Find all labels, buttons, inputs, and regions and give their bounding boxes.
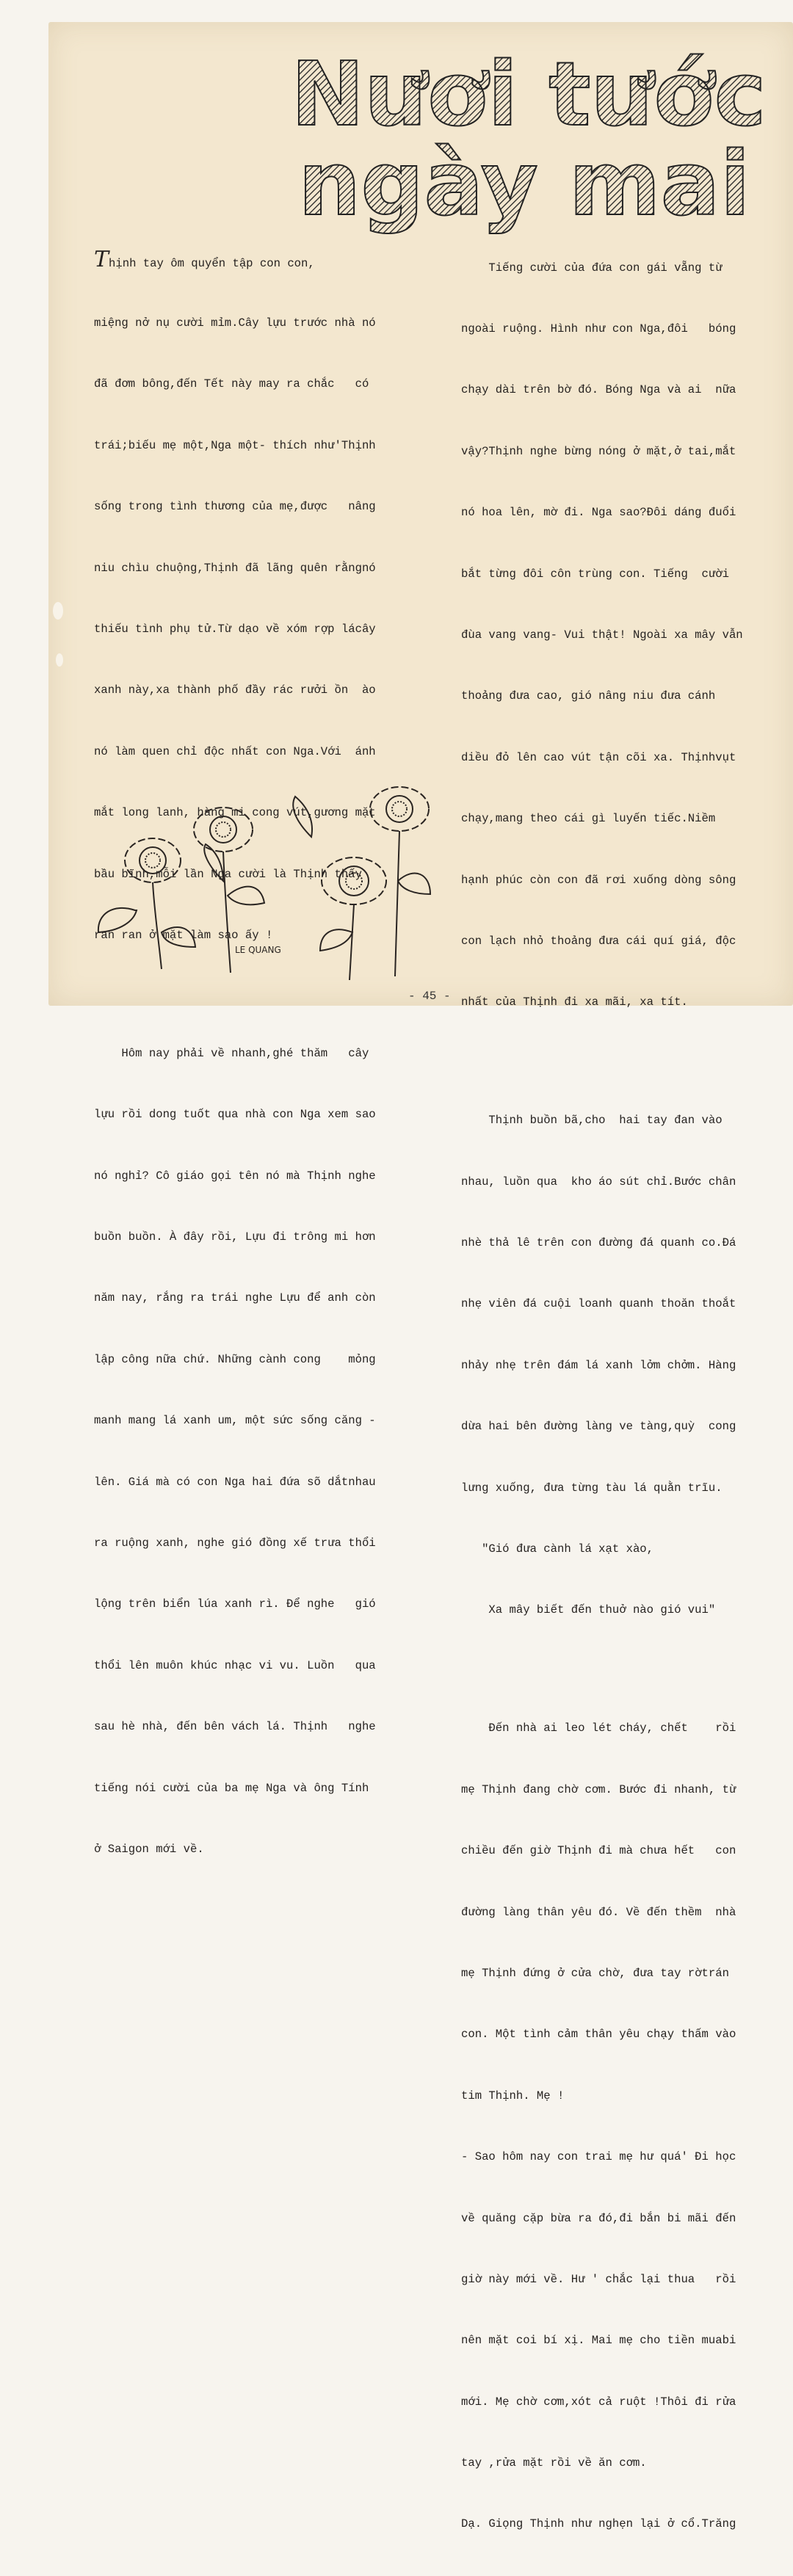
text-line: vậy?Thịnh nghe bừng nóng ở mặt,ở tai,mắt [461, 444, 736, 458]
sunflower-icon [98, 838, 195, 969]
first-line-text: hịnh tay ôm quyển tập con con, [109, 256, 315, 270]
text-line: Hôm nay phải về nhanh,ghé thăm cây [94, 1046, 369, 1060]
text-line: mắt long lanh, hàng mi cong vút,gương mặt [94, 806, 376, 820]
text-line: mẹ Thịnh đang chờ cơm. Bước đi nhanh, từ [461, 1782, 736, 1796]
text-line: chạy dài trên bờ đó. Bóng Nga và ai nữa [461, 383, 736, 397]
title-line-2: ngày mai [298, 134, 750, 236]
text-line: nó làm quen chỉ độc nhất con Nga.Với ánh [94, 744, 376, 758]
text-line: chiều đến giờ Thịnh đi mà chưa hết con [461, 1844, 736, 1858]
artist-signature: LE QUANG [235, 945, 281, 955]
right-column [461, 217, 793, 2576]
text-line: ở Saigon mới về. [94, 1842, 204, 1856]
text-line: niu chìu chuộng,Thịnh đã lãng quên rằngnó [94, 561, 376, 575]
text-line: lựu rồi dong tuốt qua nhà con Nga xem sao [94, 1108, 376, 1122]
text-line: sống trong tình thương của mẹ,được nâng [94, 500, 376, 514]
text-line: nhè thả lê trên con đường đá quanh co.Đá [461, 1236, 736, 1250]
text-line: con lạch nhỏ thoảng đưa cái quí giá, độc [461, 934, 736, 948]
text-line: diều đỏ lên cao vút tận cõi xa. Thịnhvụt [461, 750, 736, 764]
sunflowers-drawing-icon [91, 763, 436, 984]
text-line: Đến nhà ai leo lét cháy, chết rồi [461, 1721, 736, 1735]
text-line: buồn buồn. À đây rồi, Lựu đi trông mi hơn [94, 1230, 376, 1244]
text-line: nhẹ viên đá cuội loanh quanh thoăn thoắt [461, 1297, 736, 1311]
text-line: con. Một tình cảm thân yêu chạy thấm vào [461, 2028, 736, 2042]
title-lettering [269, 29, 783, 236]
text-line: đã đơm bông,đến Tết này may ra chắc có [94, 377, 369, 391]
text-line: lưng xuống, đưa từng tàu lá quằn trĩu. [461, 1481, 723, 1495]
text-line: thổi lên muôn khúc nhạc vi vu. Luồn qua [94, 1658, 376, 1672]
sunflower-icon [293, 797, 386, 980]
page-number: - 45 - [408, 990, 451, 1003]
text-line: lên. Giá mà có con Nga hai đứa sõ dắtnhau [94, 1475, 376, 1489]
text-line: chạy,mang theo cái gì luyến tiếc.Niềm [461, 812, 716, 826]
text-line: ran ran ở mặt làm sao ấy ! [94, 928, 273, 942]
text-line: ngoài ruộng. Hình như con Nga,đôi bóng [461, 322, 736, 335]
paragraph-gap [461, 1054, 793, 1070]
text-line: năm nay, rắng ra trái nghe Lựu để anh còn [94, 1291, 376, 1305]
text-line: ra ruộng xanh, nghe gió đồng xế trưa thổi [94, 1536, 376, 1550]
text-line: dừa hai bên đường làng ve tàng,quỳ cong [461, 1420, 736, 1434]
document-page [48, 22, 793, 2531]
left-column [94, 211, 439, 1901]
text-line: đùa vang vang- Vui thật! Ngoài xa mây vẫn [461, 628, 743, 642]
poem-line: "Gió đưa cành lá xạt xào, [461, 1542, 654, 1556]
text-line: tay ,rửa mặt rồi về ăn cơm. [461, 2456, 647, 2470]
text-line: nên mặt coi bí xị. Mai mẹ cho tiền muabi [461, 2334, 736, 2348]
text-line: về quăng cặp bừa ra đó,đi bắn bi mãi đến [461, 2211, 736, 2225]
paper-stain [53, 602, 63, 620]
text-line: sau hè nhà, đến bên vách lá. Thịnh nghe [94, 1720, 376, 1734]
text-line: nó hoa lên, mờ đi. Nga sao?Đôi dáng đuổi [461, 506, 736, 520]
text-line: lộng trên biển lúa xanh rì. Để nghe gió [94, 1597, 376, 1611]
text-line: tiếng nói cười của ba mẹ Nga và ông Tính [94, 1781, 369, 1795]
poem-line: Xa mây biết đến thuở nào gió vui" [461, 1603, 716, 1617]
text-line: manh mang lá xanh um, một sức sống căng - [94, 1414, 376, 1428]
text-line: - Sao hôm nay con trai mẹ hư quá' Đi học [461, 2150, 736, 2164]
text-line: Thịnh buồn bã,cho hai tay đan vào [461, 1114, 723, 1128]
text-line [94, 246, 439, 273]
text-line: mới. Mẹ chờ cơm,xót cả ruột !Thôi đi rửa [461, 2395, 736, 2409]
text-line: Tiếng cười của đứa con gái vẵng từ [461, 261, 723, 275]
paragraph-gap [461, 1662, 793, 1678]
sunflower-icon [370, 787, 430, 976]
text-line: xanh này,xa thành phố đầy rác rưởi ồn ào [94, 683, 376, 697]
paper-stain [56, 653, 63, 667]
text-line: bắt từng đôi côn trùng con. Tiếng cười [461, 567, 729, 581]
text-line: giờ này mới về. Hư ' chắc lại thua rồi [461, 2272, 736, 2286]
drop-cap: T [94, 246, 109, 272]
title-line-1: Nươi tước [291, 44, 767, 146]
text-line: nó nghỉ? Cô giáo gọi tên nó mà Thịnh nghe [94, 1169, 376, 1183]
text-line: đường làng thân yêu đó. Về đến thềm nhà [461, 1905, 736, 1919]
text-line: trái;biếu mẹ một,Nga một- thích như'Thịnh [94, 438, 376, 452]
paragraph-gap [94, 987, 439, 1003]
text-line: hạnh phúc còn con đã rơi xuống dòng sông [461, 873, 736, 887]
text-line: Dạ. Giọng Thịnh như nghẹn lại ở cổ.Trăng [461, 2517, 736, 2531]
text-line: tim Thịnh. Mẹ ! [461, 2089, 565, 2102]
text-line: nhau, luồn qua kho áo sút chỉ.Bước chân [461, 1175, 736, 1189]
text-line: nhất của Thịnh đi xa mãi, xa tít. [461, 995, 688, 1009]
text-line: thoảng đưa cao, gió nâng niu đưa cánh [461, 689, 716, 703]
text-line: thiếu tình phụ tử.Từ dạo về xóm rợp lácây [94, 622, 376, 636]
text-line: lập công nữa chứ. Những cành cong mỏng [94, 1352, 376, 1366]
text-line: mẹ Thịnh đứng ở cửa chờ, đưa tay rờtrán [461, 1966, 729, 1980]
text-line: miệng nở nụ cười mỉm.Cây lựu trước nhà nó [94, 316, 376, 330]
text-line: bầu bĩnh,mỗi lần Nga cười là Thịnh thấy [94, 867, 362, 881]
text-line: nhảy nhẹ trên đám lá xanh lởm chởm. Hàng [461, 1358, 736, 1372]
